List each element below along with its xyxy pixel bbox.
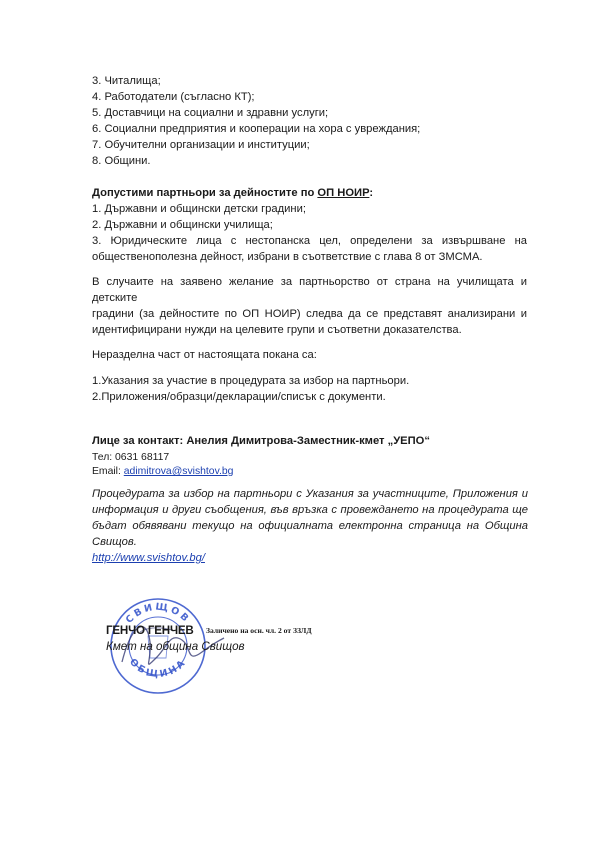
notice-paragraph [92,486,528,566]
notice-line: Процедурата за избор на партньори с Указания за участниците, Приложения и [92,488,528,500]
stamp-text-bottom: ОБЩИНА [127,656,189,681]
paragraph-line-text: В случаите на заявено желание за партньорство от страна на училищата и детските [92,276,527,304]
mayor-title: Кмет на община Свищов [106,640,245,653]
partner-item-3-line: 3. Юридическите лица с нестопанска цел, определени за извършване на [92,235,527,247]
email-label: Email: [92,466,124,477]
paragraph-line [92,274,527,306]
partners-heading-program: ОП НОИР [317,187,370,199]
notice-line [92,534,528,566]
partners-heading-text: Допустими партньори за дейностите по [92,187,318,199]
paragraph-line: градини (за дейностите по ОП НОИР) следва да се представят анализирани и [92,308,527,320]
list-item: 6. Социални предприятия и кооперации на хора с увреждания; [92,123,421,135]
partners-heading [92,186,373,201]
annex-item: 1.Указания за участие в процедурата за избор на партньори. [92,375,410,387]
partner-item-3-line: общественополезна дейност, избрани в съответствие с глава 8 от ЗМСМА. [92,251,483,263]
notice-line: информация и други съобщения, във връзка с провеждането на процедурата ще [92,504,528,516]
partner-item: 1. Държавни и общински детски градини; [92,203,306,215]
redaction-note: Заличено на осн. чл. 2 от ЗЗЛД [206,626,312,635]
partner-item-3 [92,233,527,265]
paragraph-line: идентифицирани нужди на целевите групи и съответни доказателства. [92,324,462,336]
list-item: 4. Работодатели (съгласно КТ); [92,91,255,103]
website-link[interactable]: http://www.svishtov.bg/ [92,552,205,564]
stamp-text-top: СВИЩОВ [123,601,193,626]
list-item: 3. Читалища; [92,75,161,87]
notice-line: бъдат обявявани текущо на официалната електронна страница на Община [92,520,528,532]
partner-item: 2. Държавни и общински училища; [92,219,273,231]
email-link[interactable]: adimitrova@svishtov.bg [123,466,234,477]
annex-intro: Неразделна част от настоящата покана са: [92,349,317,361]
contact-heading: Лице за контакт: Анелия Димитрова-Заместник-кмет „УЕПО“ [92,435,430,447]
list-item: 5. Доставчици на социални и здравни услуги; [92,107,329,119]
notice-line-text: Свищов. [92,536,137,548]
annex-item: 2.Приложения/образци/декларации/списък с документи. [92,391,386,403]
mayor-name: ГЕНЧО ГЕНЧЕВ [106,624,194,637]
partners-heading-colon: : [369,187,374,199]
list-item: 8. Общини. [92,155,151,167]
partnership-paragraph [92,274,527,338]
contact-phone: Тел: 0631 68117 [92,452,170,463]
list-item: 7. Обучителни организации и институции; [92,139,310,151]
contact-email [92,464,233,479]
